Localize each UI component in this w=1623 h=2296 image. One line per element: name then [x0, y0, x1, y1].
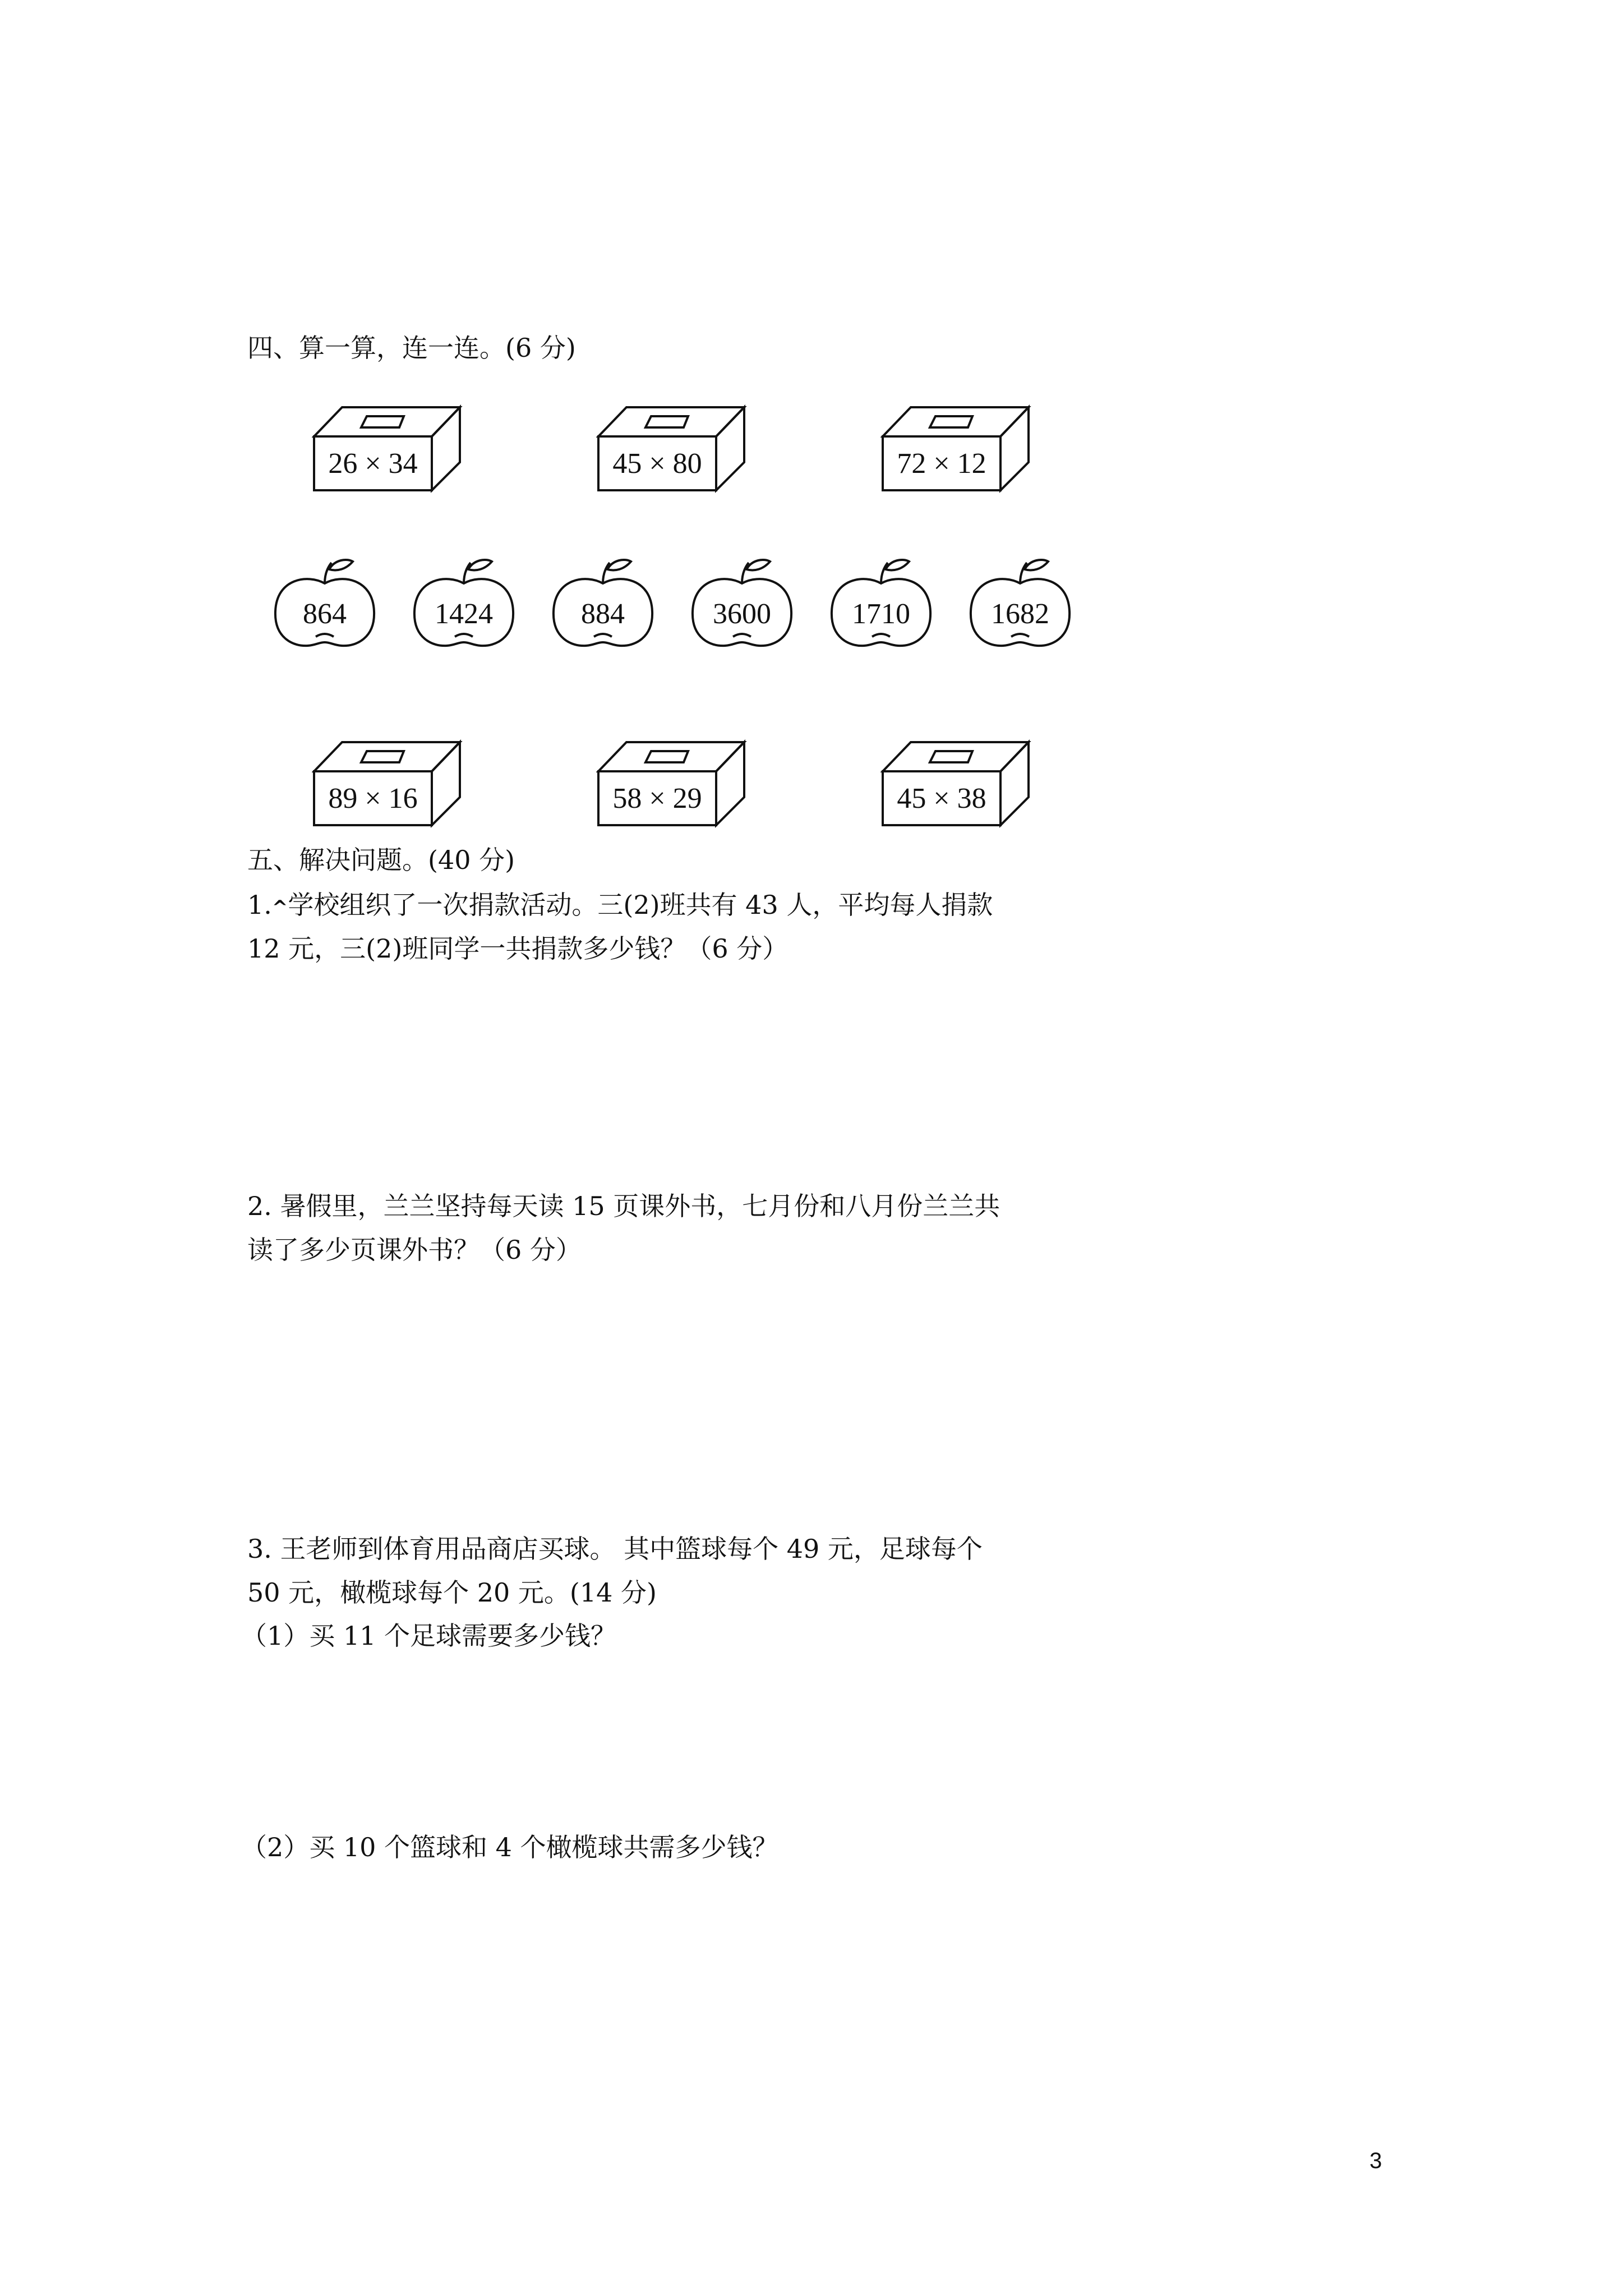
question-1-line-1 [247, 892, 993, 918]
apple-number: 1424 [435, 598, 493, 630]
apple-answer [825, 553, 937, 665]
question-3-line-2: 50 元，橄榄球每个 20 元。(14 分) [247, 1577, 657, 1608]
question-3-sub-1: （1）买 11 个足球需要多少钱？ [241, 1621, 617, 1651]
question-2-line-1: 2. 暑假里，兰兰坚持每天读 15 页课外书，七月份和八月份兰兰共 [247, 1191, 1000, 1221]
apple-number: 864 [303, 598, 347, 630]
expression-box [312, 739, 463, 829]
expression-label: 72 × 12 [897, 447, 986, 480]
section4-title: 四、算一算，连一连。(6 分) [247, 333, 576, 363]
apple-number: 1682 [991, 598, 1049, 630]
question-1-text: 学校组织了一次捐款活动。三(2)班共有 43 人，平均每人捐款 [288, 890, 993, 920]
apple-answer [269, 553, 381, 665]
expression-box [880, 739, 1032, 829]
expression-box [312, 404, 463, 494]
question-3-line-1: 3. 王老师到体育用品商店买球。 其中篮球每个 49 元，足球每个 [247, 1534, 983, 1564]
expression-label: 45 × 80 [612, 447, 702, 480]
apple-answer [686, 553, 798, 665]
expression-label: 58 × 29 [612, 782, 702, 815]
expression-label: 45 × 38 [897, 782, 986, 815]
expression-box [880, 404, 1032, 494]
expression-box [596, 404, 748, 494]
page-number: 3 [1370, 2148, 1382, 2173]
apple-number: 1710 [852, 598, 910, 630]
section5-title: 五、解决问题。(40 分) [247, 845, 515, 875]
question-2-line-2: 读了多少页课外书？（6 分） [247, 1235, 582, 1265]
question-3-sub-2: （2）买 10 个篮球和 4 个橄榄球共需多少钱？ [241, 1832, 778, 1862]
apple-number: 884 [581, 598, 625, 630]
expression-label: 26 × 34 [328, 447, 418, 480]
apple-number: 3600 [713, 598, 771, 630]
apple-answer [408, 553, 520, 665]
question-1-number: 1. [247, 890, 272, 920]
apple-answer [547, 553, 659, 665]
expression-box [596, 739, 748, 829]
expression-label: 89 × 16 [328, 782, 418, 815]
question-1-line-2: 12 元，三(2)班同学一共捐款多少钱？（6 分） [247, 933, 789, 964]
apple-answer [964, 553, 1076, 665]
caret-mark-icon: ^ [271, 896, 288, 919]
